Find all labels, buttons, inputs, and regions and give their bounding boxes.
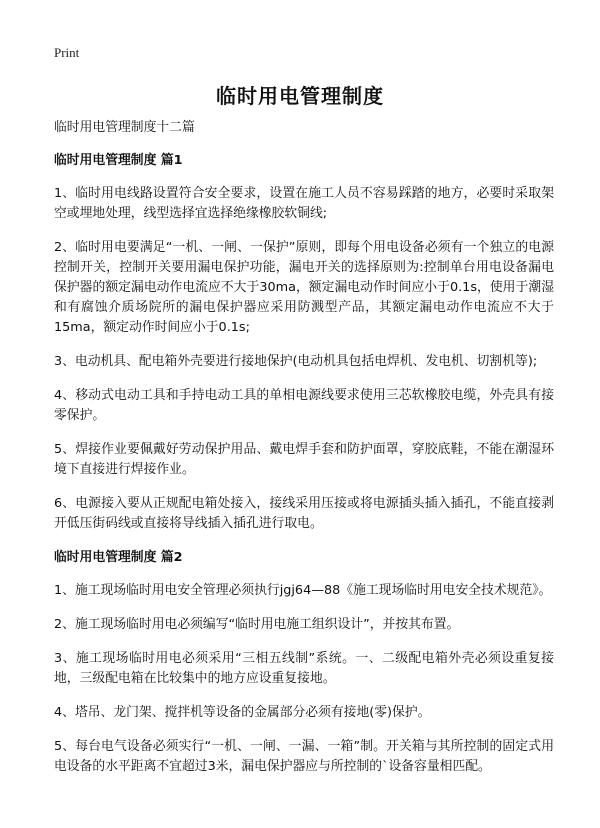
paragraph: 2、临时用电要满足“一机、一闸、一保护”原则，即每个用电设备必须有一个独立的电源控制开关，控制开关要用漏电保护功能，漏电开关的选择原则为:控制单台用电设备漏电保护器的额定漏电动作电流应不大于30ma，额定漏电动作时间应小于0.1s，使用于潮湿和有腐蚀介质场院所的漏电保护器应采用防溅型产品，其额定漏电动作电流应不大于15ma，额定动作时间应小于0.1s; <box>54 240 554 335</box>
paragraph: 4、移动式电动工具和手持电动工具的单相电源线要求使用三芯软橡胶电缆，外壳具有接零保护。 <box>54 388 554 423</box>
section-heading-2: 临时用电管理制度 篇2 <box>54 550 183 565</box>
document-body <box>54 118 554 791</box>
paragraph: 5、每台电气设备必须实行“一机、一闸、一漏、一箱”制。开关箱与其所控制的固定式用电设备的水平距离不宜超过3米，漏电保护器应与所控制的`设备容量相匹配。 <box>54 739 554 774</box>
print-label: Print <box>54 45 80 60</box>
paragraph: 1、施工现场临时用电安全管理必须执行jgj64—88《施工现场临时用电安全技术规范》。 <box>54 583 552 598</box>
document-subtitle: 临时用电管理制度十二篇 <box>54 120 195 135</box>
paragraph: 6、电源接入要从正规配电箱处接入，接线采用压接或将电源插头插入插孔，不能直接剥开低压街码线或直接将导线插入插孔进行取电。 <box>54 496 554 531</box>
section-heading-1: 临时用电管理制度 篇1 <box>54 153 183 168</box>
paragraph: 5、焊接作业要佩戴好劳动保护用品、戴电焊手套和防护面罩，穿胶底鞋，不能在潮湿环境下直接进行焊接作业。 <box>54 442 554 477</box>
paragraph: 2、施工现场临时用电必须编写“临时用电施工组织设计”，并按其布置。 <box>54 617 460 632</box>
paragraph: 3、施工现场临时用电必须采用“三相五线制”系统。一、二级配电箱外壳必须设重复接地，三级配电箱在比较集中的地方应设重复接地。 <box>54 651 554 686</box>
paragraph: 4、塔吊、龙门架、搅拌机等设备的金属部分必须有接地(零)保护。 <box>54 705 431 720</box>
page-title: 临时用电管理制度 <box>216 84 384 108</box>
paragraph: 3、电动机具、配电箱外壳要进行接地保护(电动机具包括电焊机、发电机、切割机等); <box>54 354 538 369</box>
paragraph: 1、临时用电线路设置符合安全要求，设置在施工人员不容易踩踏的地方，必要时采取架空或埋地处理，线型选择宜选择绝缘橡胶软铜线; <box>54 186 554 221</box>
